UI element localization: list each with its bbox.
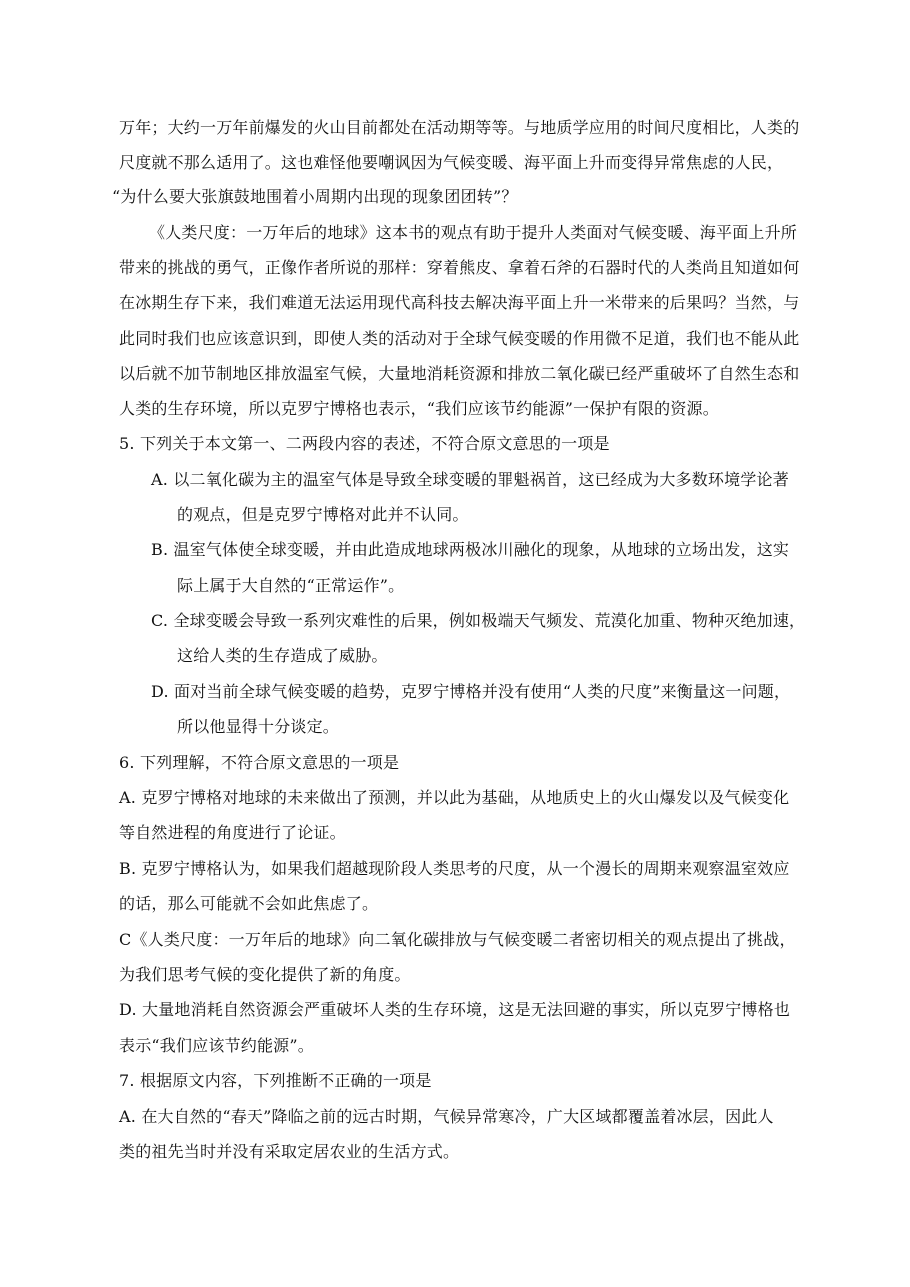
q6-option-a-cont: 等自然进程的角度进行了论证。 (119, 823, 346, 842)
passage-line: 带来的挑战的勇气，正像作者所说的那样：穿着熊皮、拿着石斧的石器时代的人类尚且知道如何 (119, 258, 800, 277)
q6-option-a: A. 克罗宁博格对地球的未来做出了预测，并以此为基础，从地质史上的火山爆发以及气候变化 (119, 788, 790, 807)
question-6-stem: 6. 下列理解，不符合原文意思的一项是 (119, 753, 400, 772)
q6-option-d: D. 大量地消耗自然资源会严重破坏人类的生存环境，这是无法回避的事实，所以克罗宁博格也 (119, 1000, 791, 1019)
q6-option-b: B. 克罗宁博格认为，如果我们超越现阶段人类思考的尺度，从一个漫长的周期来观察温室效应 (119, 859, 790, 878)
q5-option-b: B. 温室气体使全球变暖，并由此造成地球两极冰川融化的现象，从地球的立场出发，这实 (151, 540, 790, 559)
q5-option-d-cont: 所以他显得十分谈定。 (177, 717, 340, 736)
q6-option-c: C《人类尺度：一万年后的地球》向二氧化碳排放与气候变暖二者密切相关的观点提出了挑战， (119, 930, 796, 949)
q5-option-a: A. 以二氧化碳为主的温室气体是导致全球变暖的罪魁祸首，这已经成为大多数环境学论著 (151, 470, 789, 489)
passage-line: 《人类尺度：一万年后的地球》这本书的观点有助于提升人类面对气候变暖、海平面上升所 (149, 223, 798, 242)
q6-option-d-cont: 表示“我们应该节约能源”。 (119, 1036, 314, 1055)
q7-option-a: A. 在大自然的“春天”降临之前的远古时期，气候异常寒冷，广大区域都覆盖着冰层，因此人 (119, 1107, 774, 1126)
q5-option-a-cont: 的观点，但是克罗宁博格对此并不认同。 (177, 505, 469, 524)
passage-line: 此同时我们也应该意识到，即使人类的活动对于全球气候变暖的作用微不足道，我们也不能从此 (119, 329, 800, 348)
q5-option-c-cont: 这给人类的生存造成了威胁。 (177, 646, 388, 665)
q5-option-d: D. 面对当前全球气候变暖的趋势，克罗宁博格并没有使用“人类的尺度”来衡量这一问题， (151, 682, 791, 701)
passage-line: “为什么要大张旗鼓地围着小周期内出现的现象团团转”？ (112, 187, 518, 206)
q7-option-a-cont: 类的祖先当时并没有采取定居农业的生活方式。 (119, 1142, 460, 1161)
q6-option-c-cont: 为我们思考气候的变化提供了新的角度。 (119, 965, 411, 984)
q5-option-b-cont: 际上属于大自然的“正常运作”。 (177, 576, 405, 595)
passage-line: 在冰期生存下来，我们难道无法运用现代高科技去解决海平面上升一米带来的后果吗？当然，与 (119, 293, 800, 312)
passage-line: 尺度就不那么适用了。这也难怪他要嘲讽因为气候变暖、海平面上升而变得异常焦虑的人民， (119, 153, 784, 172)
passage-line: 人类的生存环境，所以克罗宁博格也表示，“我们应该节约能源”一保护有限的资源。 (119, 399, 719, 418)
passage-line: 万年；大约一万年前爆发的火山目前都处在活动期等等。与地质学应用的时间尺度相比，人类的 (119, 118, 800, 137)
question-5-stem: 5. 下列关于本文第一、二两段内容的表述，不符合原文意思的一项是 (119, 434, 610, 453)
q5-option-c: C. 全球变暖会导致一系列灾难性的后果，例如极端天气频发、荒漠化加重、物种灭绝加速， (151, 611, 806, 630)
question-7-stem: 7. 根据原文内容，下列推断不正确的一项是 (119, 1071, 432, 1090)
q6-option-b-cont: 的话，那么可能就不会如此焦虑了。 (119, 894, 379, 913)
passage-line: 以后就不加节制地区排放温室气候，大量地消耗资源和排放二氧化碳已经严重破坏了自然生态和 (119, 364, 800, 383)
